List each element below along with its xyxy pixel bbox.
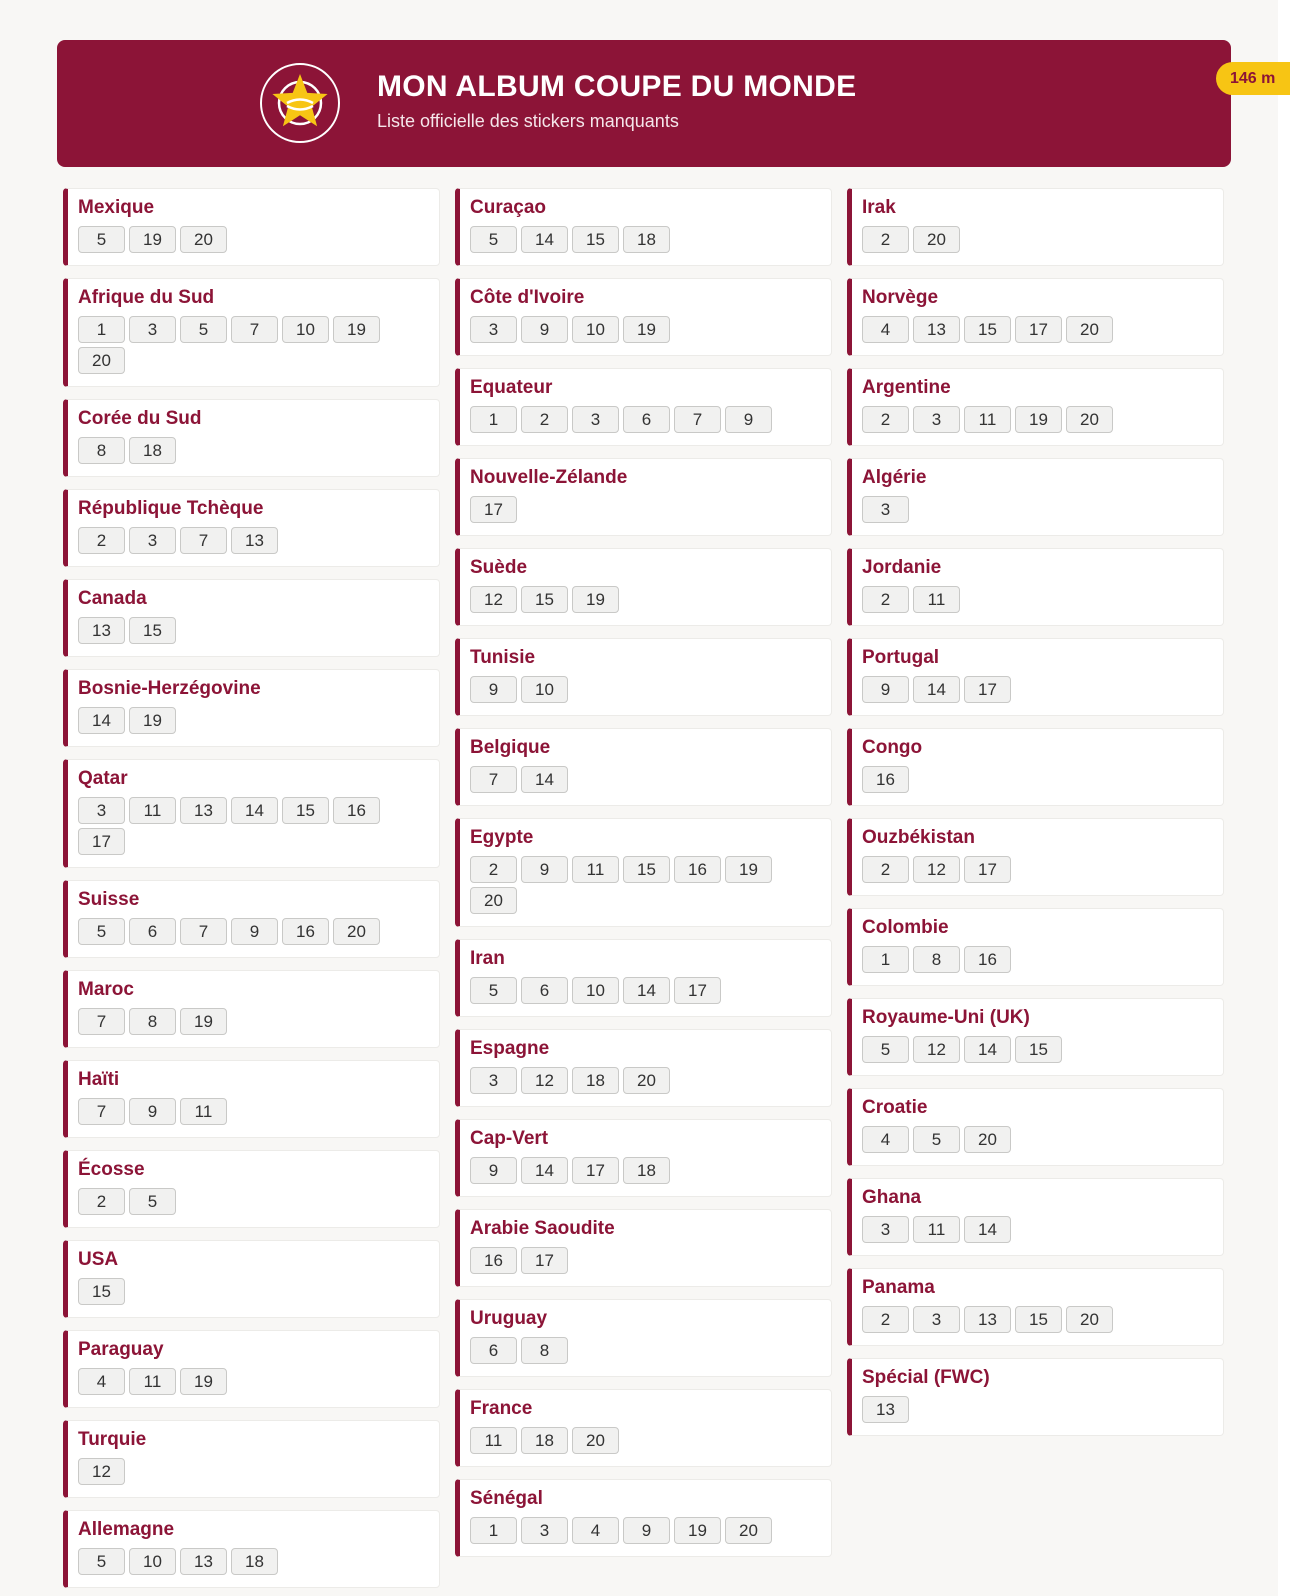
sticker-number: 15: [964, 316, 1011, 343]
sticker-list: [78, 1008, 408, 1039]
country-name: Cap-Vert: [470, 1128, 549, 1149]
sticker-number: 12: [913, 1036, 960, 1063]
logo: [260, 63, 340, 143]
country-name: Argentine: [862, 377, 951, 398]
sticker-number: 8: [913, 946, 960, 973]
sticker-number: 16: [862, 766, 909, 793]
country-name: Écosse: [78, 1159, 145, 1180]
sticker-number: 4: [862, 1126, 909, 1153]
sticker-list: [470, 586, 800, 617]
sticker-number: 20: [572, 1427, 619, 1454]
country-name: Royaume-Uni (UK): [862, 1007, 1030, 1028]
sticker-number: 3: [129, 527, 176, 554]
sticker-number: 7: [180, 527, 227, 554]
country-name: République Tchèque: [78, 498, 264, 519]
sticker-number: 14: [521, 766, 568, 793]
sticker-number: 2: [862, 856, 909, 883]
sticker-list: [862, 406, 1192, 437]
sticker-number: 11: [964, 406, 1011, 433]
sticker-number: 9: [231, 918, 278, 945]
country-card: [455, 1209, 832, 1287]
sticker-number: 17: [674, 977, 721, 1004]
sticker-number: 12: [913, 856, 960, 883]
country-card: [63, 1150, 440, 1228]
country-card: [63, 970, 440, 1048]
sticker-number: 10: [282, 316, 329, 343]
sticker-list: [470, 766, 800, 797]
sticker-list: [470, 1247, 800, 1278]
sticker-number: 18: [623, 1157, 670, 1184]
sticker-number: 11: [572, 856, 619, 883]
country-column-1: [63, 188, 440, 1596]
sticker-number: 16: [282, 918, 329, 945]
country-card: [63, 399, 440, 477]
sticker-number: 19: [333, 316, 380, 343]
sticker-list: [862, 496, 1192, 527]
sticker-number: 14: [78, 707, 125, 734]
sticker-number: 8: [129, 1008, 176, 1035]
country-card: [63, 188, 440, 266]
sticker-list: [470, 1517, 800, 1548]
country-card: [847, 638, 1224, 716]
country-card: [63, 489, 440, 567]
country-column-2: [455, 188, 832, 1569]
country-name: Afrique du Sud: [78, 287, 215, 308]
sticker-list: [470, 316, 800, 347]
sticker-number: 9: [521, 856, 568, 883]
sticker-number: 7: [470, 766, 517, 793]
sticker-list: [78, 1548, 408, 1579]
sticker-number: 19: [572, 586, 619, 613]
sticker-number: 3: [129, 316, 176, 343]
sticker-number: 13: [913, 316, 960, 343]
sticker-number: 19: [180, 1008, 227, 1035]
sticker-number: 2: [862, 226, 909, 253]
sticker-number: 20: [913, 226, 960, 253]
country-name: Tunisie: [470, 647, 536, 668]
sticker-number: 8: [78, 437, 125, 464]
country-card: [455, 458, 832, 536]
country-name: Allemagne: [78, 1519, 175, 1540]
sticker-list: [78, 437, 408, 468]
sticker-number: 9: [470, 1157, 517, 1184]
sticker-number: 7: [674, 406, 721, 433]
sticker-number: 2: [862, 1306, 909, 1333]
sticker-number: 19: [180, 1368, 227, 1395]
country-name: Suisse: [78, 889, 140, 910]
sticker-number: 16: [964, 946, 1011, 973]
sticker-number: 2: [78, 527, 125, 554]
sticker-number: 20: [623, 1067, 670, 1094]
country-card: [847, 728, 1224, 806]
country-name: Sénégal: [470, 1488, 543, 1509]
sticker-number: 20: [1066, 1306, 1113, 1333]
sticker-list: [470, 496, 800, 527]
sticker-number: 19: [129, 707, 176, 734]
sticker-list: [78, 617, 408, 648]
country-card: [63, 1330, 440, 1408]
country-card: [63, 579, 440, 657]
sticker-number: 15: [521, 586, 568, 613]
country-name: Arabie Saoudite: [470, 1218, 615, 1239]
sticker-number: 20: [180, 226, 227, 253]
sticker-number: 4: [78, 1368, 125, 1395]
sticker-number: 11: [470, 1427, 517, 1454]
country-name: Qatar: [78, 768, 128, 789]
sticker-number: 15: [78, 1278, 125, 1305]
sticker-number: 17: [521, 1247, 568, 1274]
right-edge-strip: [1278, 0, 1290, 1596]
sticker-list: [78, 1188, 408, 1219]
sticker-list: [78, 707, 408, 738]
sticker-list: [862, 676, 1192, 707]
sticker-number: 12: [78, 1458, 125, 1485]
country-name: Spécial (FWC): [862, 1367, 990, 1388]
sticker-number: 9: [521, 316, 568, 343]
sticker-number: 15: [623, 856, 670, 883]
sticker-number: 1: [78, 316, 125, 343]
sticker-number: 3: [862, 496, 909, 523]
sticker-number: 17: [470, 496, 517, 523]
sticker-number: 20: [333, 918, 380, 945]
country-name: Algérie: [862, 467, 927, 488]
country-card: [847, 1358, 1224, 1436]
sticker-number: 3: [78, 797, 125, 824]
page-subtitle: Liste officielle des stickers manquants: [377, 111, 679, 131]
country-name: Jordanie: [862, 557, 942, 578]
sticker-list: [470, 856, 800, 918]
country-name: Uruguay: [470, 1308, 548, 1329]
country-name: France: [470, 1398, 533, 1419]
country-name: Curaçao: [470, 197, 547, 218]
sticker-number: 11: [913, 586, 960, 613]
sticker-list: [78, 1098, 408, 1129]
sticker-list: [862, 946, 1192, 977]
sticker-number: 8: [521, 1337, 568, 1364]
sticker-number: 3: [913, 406, 960, 433]
sticker-list: [862, 766, 1192, 797]
country-card: [63, 759, 440, 868]
country-card: [847, 548, 1224, 626]
country-card: [455, 1299, 832, 1377]
country-name: Corée du Sud: [78, 408, 202, 429]
country-name: Portugal: [862, 647, 940, 668]
sticker-number: 17: [78, 828, 125, 855]
country-name: Espagne: [470, 1038, 550, 1059]
sticker-number: 13: [964, 1306, 1011, 1333]
sticker-number: 2: [862, 586, 909, 613]
country-card: [847, 368, 1224, 446]
country-name: USA: [78, 1249, 119, 1270]
album-header: [57, 40, 1231, 167]
sticker-number: 6: [623, 406, 670, 433]
sticker-number: 20: [1066, 316, 1113, 343]
sticker-number: 18: [521, 1427, 568, 1454]
country-name: Paraguay: [78, 1339, 164, 1360]
sticker-number: 14: [964, 1036, 1011, 1063]
sticker-number: 19: [1015, 406, 1062, 433]
country-name: Egypte: [470, 827, 534, 848]
sticker-number: 6: [129, 918, 176, 945]
country-name: Bosnie-Herzégovine: [78, 678, 261, 699]
sticker-number: 18: [129, 437, 176, 464]
sticker-number: 11: [180, 1098, 227, 1125]
country-card: [847, 1178, 1224, 1256]
country-name: Canada: [78, 588, 147, 609]
sticker-number: 1: [470, 1517, 517, 1544]
sticker-number: 13: [78, 617, 125, 644]
sticker-number: 17: [964, 676, 1011, 703]
sticker-list: [862, 1216, 1192, 1247]
country-card: [847, 1268, 1224, 1346]
country-name: Ouzbékistan: [862, 827, 975, 848]
country-card: [455, 1389, 832, 1467]
country-card: [63, 1510, 440, 1588]
sticker-number: 14: [913, 676, 960, 703]
sticker-number: 10: [521, 676, 568, 703]
sticker-list: [862, 226, 1192, 257]
sticker-number: 16: [333, 797, 380, 824]
sticker-number: 11: [129, 1368, 176, 1395]
country-name: Panama: [862, 1277, 935, 1298]
country-name: Norvège: [862, 287, 939, 308]
country-name: Côte d'Ivoire: [470, 287, 585, 308]
page-title: MON ALBUM COUPE DU MONDE: [377, 70, 857, 103]
sticker-number: 20: [470, 887, 517, 914]
sticker-list: [862, 1306, 1192, 1337]
sticker-number: 12: [521, 1067, 568, 1094]
sticker-number: 7: [231, 316, 278, 343]
country-name: Mexique: [78, 197, 155, 218]
country-card: [455, 1119, 832, 1197]
country-card: [455, 278, 832, 356]
sticker-number: 14: [231, 797, 278, 824]
country-card: [847, 188, 1224, 266]
sticker-number: 3: [913, 1306, 960, 1333]
sticker-number: 19: [129, 226, 176, 253]
sticker-number: 3: [470, 1067, 517, 1094]
country-column-3: [847, 188, 1224, 1448]
country-card: [455, 368, 832, 446]
sticker-number: 20: [78, 347, 125, 374]
sticker-number: 9: [470, 676, 517, 703]
sticker-number: 16: [674, 856, 721, 883]
sticker-number: 6: [521, 977, 568, 1004]
country-card: [63, 1060, 440, 1138]
sticker-number: 13: [180, 797, 227, 824]
country-card: [847, 458, 1224, 536]
sticker-list: [470, 1427, 800, 1458]
country-name: Iran: [470, 948, 505, 969]
sticker-number: 14: [623, 977, 670, 1004]
sticker-number: 3: [470, 316, 517, 343]
country-card: [455, 818, 832, 927]
sticker-number: 17: [572, 1157, 619, 1184]
sticker-number: 5: [470, 977, 517, 1004]
country-name: Equateur: [470, 377, 553, 398]
country-card: [455, 188, 832, 266]
sticker-list: [470, 226, 800, 257]
country-name: Belgique: [470, 737, 551, 758]
sticker-number: 14: [964, 1216, 1011, 1243]
country-card: [455, 728, 832, 806]
sticker-number: 5: [913, 1126, 960, 1153]
sticker-number: 5: [78, 226, 125, 253]
sticker-list: [862, 1396, 1192, 1427]
sticker-number: 7: [180, 918, 227, 945]
missing-count-badge: 146 m: [1216, 62, 1290, 95]
sticker-number: 4: [862, 316, 909, 343]
sticker-number: 5: [180, 316, 227, 343]
sticker-list: [470, 406, 800, 437]
star-ball-icon: [262, 65, 338, 141]
sticker-number: 2: [78, 1188, 125, 1215]
sticker-number: 5: [78, 918, 125, 945]
sticker-list: [862, 1036, 1192, 1067]
sticker-number: 6: [470, 1337, 517, 1364]
sticker-number: 3: [862, 1216, 909, 1243]
sticker-list: [470, 1157, 800, 1188]
country-card: [455, 1029, 832, 1107]
sticker-number: 3: [521, 1517, 568, 1544]
sticker-number: 17: [1015, 316, 1062, 343]
country-card: [455, 548, 832, 626]
country-card: [847, 818, 1224, 896]
sticker-list: [78, 1458, 408, 1489]
sticker-number: 19: [674, 1517, 721, 1544]
sticker-number: 5: [862, 1036, 909, 1063]
sticker-number: 1: [470, 406, 517, 433]
sticker-number: 18: [231, 1548, 278, 1575]
sticker-number: 3: [572, 406, 619, 433]
sticker-number: 19: [725, 856, 772, 883]
sticker-number: 20: [725, 1517, 772, 1544]
sticker-list: [862, 1126, 1192, 1157]
sticker-list: [78, 1278, 408, 1309]
sticker-list: [470, 977, 800, 1008]
country-card: [847, 1088, 1224, 1166]
sticker-number: 7: [78, 1008, 125, 1035]
sticker-number: 16: [470, 1247, 517, 1274]
country-card: [455, 638, 832, 716]
sticker-number: 1: [862, 946, 909, 973]
country-card: [63, 669, 440, 747]
footer-text-cut-off: [390, 1584, 890, 1596]
country-card: [455, 1479, 832, 1557]
country-name: Croatie: [862, 1097, 928, 1118]
country-name: Turquie: [78, 1429, 147, 1450]
sticker-number: 13: [180, 1548, 227, 1575]
country-name: Haïti: [78, 1069, 120, 1090]
country-name: Nouvelle-Zélande: [470, 467, 628, 488]
sticker-list: [470, 1067, 800, 1098]
sticker-list: [78, 226, 408, 257]
sticker-number: 15: [1015, 1306, 1062, 1333]
country-card: [63, 1240, 440, 1318]
sticker-list: [78, 1368, 408, 1399]
sticker-number: 9: [862, 676, 909, 703]
sticker-number: 18: [572, 1067, 619, 1094]
sticker-list: [470, 1337, 800, 1368]
country-name: Irak: [862, 197, 896, 218]
sticker-number: 7: [78, 1098, 125, 1125]
sticker-list: [862, 856, 1192, 887]
sticker-list: [862, 316, 1192, 347]
sticker-number: 20: [964, 1126, 1011, 1153]
sticker-number: 9: [623, 1517, 670, 1544]
sticker-list: [78, 918, 408, 949]
sticker-number: 13: [231, 527, 278, 554]
sticker-list: [78, 797, 408, 859]
country-name: Colombie: [862, 917, 949, 938]
sticker-number: 9: [725, 406, 772, 433]
sticker-number: 5: [470, 226, 517, 253]
country-card: [63, 278, 440, 387]
sticker-number: 2: [470, 856, 517, 883]
sticker-number: 2: [521, 406, 568, 433]
country-card: [63, 1420, 440, 1498]
sticker-number: 2: [862, 406, 909, 433]
sticker-number: 5: [78, 1548, 125, 1575]
sticker-list: [470, 676, 800, 707]
country-name: Ghana: [862, 1187, 922, 1208]
country-card: [455, 939, 832, 1017]
country-card: [847, 908, 1224, 986]
sticker-list: [78, 527, 408, 558]
sticker-number: 15: [282, 797, 329, 824]
sticker-number: 17: [964, 856, 1011, 883]
country-card: [847, 998, 1224, 1076]
country-card: [63, 880, 440, 958]
sticker-number: 18: [623, 226, 670, 253]
sticker-number: 10: [129, 1548, 176, 1575]
sticker-list: [78, 316, 408, 378]
sticker-number: 12: [470, 586, 517, 613]
sticker-number: 14: [521, 1157, 568, 1184]
country-card: [847, 278, 1224, 356]
sticker-number: 14: [521, 226, 568, 253]
sticker-number: 11: [129, 797, 176, 824]
country-name: Suède: [470, 557, 528, 578]
sticker-number: 10: [572, 977, 619, 1004]
sticker-list: [862, 586, 1192, 617]
sticker-number: 15: [572, 226, 619, 253]
sticker-number: 5: [129, 1188, 176, 1215]
country-name: Congo: [862, 737, 923, 758]
country-name: Maroc: [78, 979, 134, 1000]
sticker-number: 19: [623, 316, 670, 343]
sticker-number: 13: [862, 1396, 909, 1423]
sticker-number: 20: [1066, 406, 1113, 433]
sticker-number: 11: [913, 1216, 960, 1243]
sticker-number: 10: [572, 316, 619, 343]
sticker-number: 15: [129, 617, 176, 644]
sticker-number: 15: [1015, 1036, 1062, 1063]
sticker-number: 9: [129, 1098, 176, 1125]
sticker-number: 4: [572, 1517, 619, 1544]
